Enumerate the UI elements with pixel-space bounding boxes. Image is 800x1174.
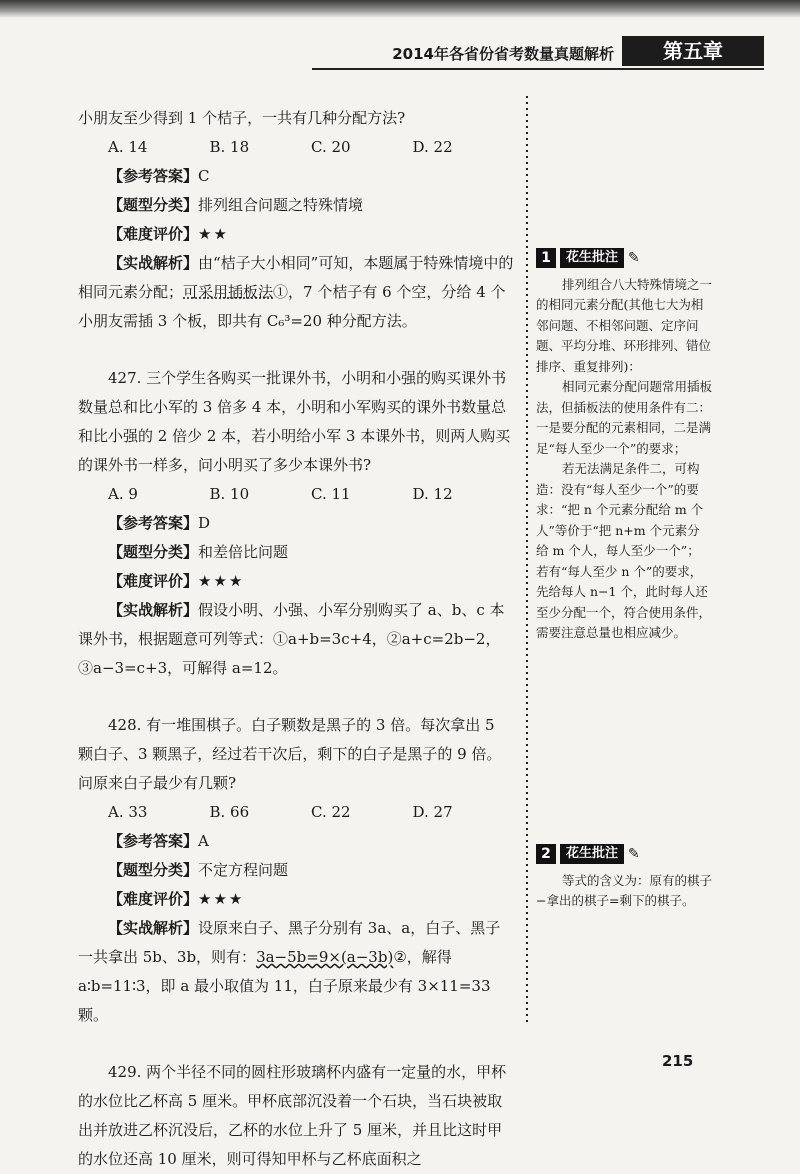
side-note-2 — [536, 844, 712, 912]
option: D. 27 — [412, 803, 453, 821]
scan-edge — [0, 0, 800, 18]
option: C. 11 — [311, 485, 351, 503]
note-paragraph: 排列组合八大特殊情境之一的相同元素分配(其他七大为相邻问题、不相邻问题、定序问题、平均分堆、环形排列、错位排序、重复排列)： — [536, 276, 713, 374]
q428-difficulty: 【难度评价】★★★ — [108, 890, 245, 908]
note-header — [536, 248, 712, 269]
q426-stem: 小朋友至少得到 1 个桔子，一共有几种分配方法? — [78, 109, 406, 127]
note-title: 花生批注 — [560, 844, 624, 864]
q428-stem: 428. 有一堆围棋子。白子颗数是黑子的 3 倍。每次拿出 5 颗白子、3 颗黑子，经过若干次后，剩下的白子是黑子的 9 倍。问原来白子最少有几颗? — [78, 716, 502, 792]
option: A. 33 — [108, 803, 148, 821]
header-rule — [312, 68, 764, 70]
note-paragraph: 若无法满足条件二，可构造：没有“每人至少一个”的要求：“把 n 个元素分配给 m 个人”等价于“把 n+m 个元素分给 m 个人，每人至少一个”；若有“每人至少 n 个”的要求，先给每人 n−1 个，此时每人还至少分配一个，符合使用条件，需要注意总量也相应减少。 — [536, 461, 712, 640]
q426-analysis: 【实战解析】由“桔子大小相同”可知，本题属于特殊情境中的相同元素分配；可采用插板法①，7 个桔子有 6 个空，分给 4 个小朋友需插 3 个板，即共有 C₆³=20 种分配方法。 — [78, 254, 514, 330]
q427-stem: 427. 三个学生各购买一批课外书，小明和小强的购买课外书数量总和比小军的 3 倍多 4 本，小明和小军购买的课外书数量总和比小强的 2 倍少 2 本，若小明给小军 3 本课外书，则两人购买的课外书一样多，问小明买了多少本课外书? — [78, 369, 511, 474]
q429-stem: 429. 两个半径不同的圆柱形玻璃杯内盛有一定量的水，甲杯的水位比乙杯高 5 厘米。甲杯底部沉没着一个石块，当石块被取出并放进乙杯沉没后，乙杯的水位上升了 5 厘米，并且比这时甲的水位还高 10 厘米，则可得知甲杯与乙杯底面积之 — [78, 1063, 507, 1168]
q427-difficulty: 【难度评价】★★★ — [108, 572, 245, 590]
peanut-icon: ✎ — [628, 250, 640, 266]
option: A. 14 — [108, 138, 148, 156]
option: D. 12 — [412, 485, 453, 503]
note-header — [536, 844, 712, 865]
note-paragraph: 相同元素分配问题常用插板法，但插板法的使用条件有二：一是要分配的元素相同，二是满足“每人至少一个”的要求； — [536, 379, 713, 456]
page-number: 215 — [662, 1052, 694, 1070]
page-header — [312, 40, 764, 70]
note-number: 2 — [536, 844, 556, 864]
column-divider — [522, 96, 532, 1026]
option: C. 22 — [311, 803, 351, 821]
side-note-1 — [536, 248, 712, 644]
q426-type: 【题型分类】排列组合问题之特殊情境 — [108, 196, 364, 214]
book-title: 2014年各省份省考数量真题解析 — [392, 45, 614, 63]
q427-analysis: 【实战解析】假设小明、小强、小军分别购买了 a、b、c 本课外书，根据题意可列等式：①a+b=3c+4，②a+c=2b−2，③a−3=c+3，可解得 a=12。 — [78, 601, 505, 677]
q427-answer: 【参考答案】D — [108, 514, 211, 532]
option: B. 66 — [209, 803, 250, 821]
q427-options — [78, 480, 514, 509]
note-paragraph: 等式的含义为：原有的棋子−拿出的棋子=剩下的棋子。 — [536, 872, 713, 908]
option: C. 20 — [311, 138, 351, 156]
q426-answer: 【参考答案】C — [108, 167, 210, 185]
note-title: 花生批注 — [560, 248, 624, 268]
q428-analysis: 【实战解析】设原来白子、黑子分别有 3a、a，白子、黑子一共拿出 5b、3b，则有：3a−5b=9×(a−3b)②，解得 a∶b=11∶3，即 a 最小取值为 11，白子原来最少有 3×11=33 颗。 — [78, 919, 501, 1024]
peanut-icon: ✎ — [628, 846, 640, 862]
q427-type: 【题型分类】和差倍比问题 — [108, 543, 289, 561]
option: A. 9 — [108, 485, 138, 503]
option: B. 18 — [209, 138, 250, 156]
q426-difficulty: 【难度评价】★★ — [108, 225, 229, 243]
option: D. 22 — [412, 138, 453, 156]
q428-type: 【题型分类】不定方程问题 — [108, 861, 289, 879]
q426-options — [78, 133, 514, 162]
note-number: 1 — [536, 248, 556, 268]
q428-answer: 【参考答案】A — [108, 832, 209, 850]
option: B. 10 — [209, 485, 250, 503]
q428-options — [78, 798, 514, 827]
chapter-label: 第五章 — [622, 36, 764, 66]
main-column — [78, 104, 514, 1174]
